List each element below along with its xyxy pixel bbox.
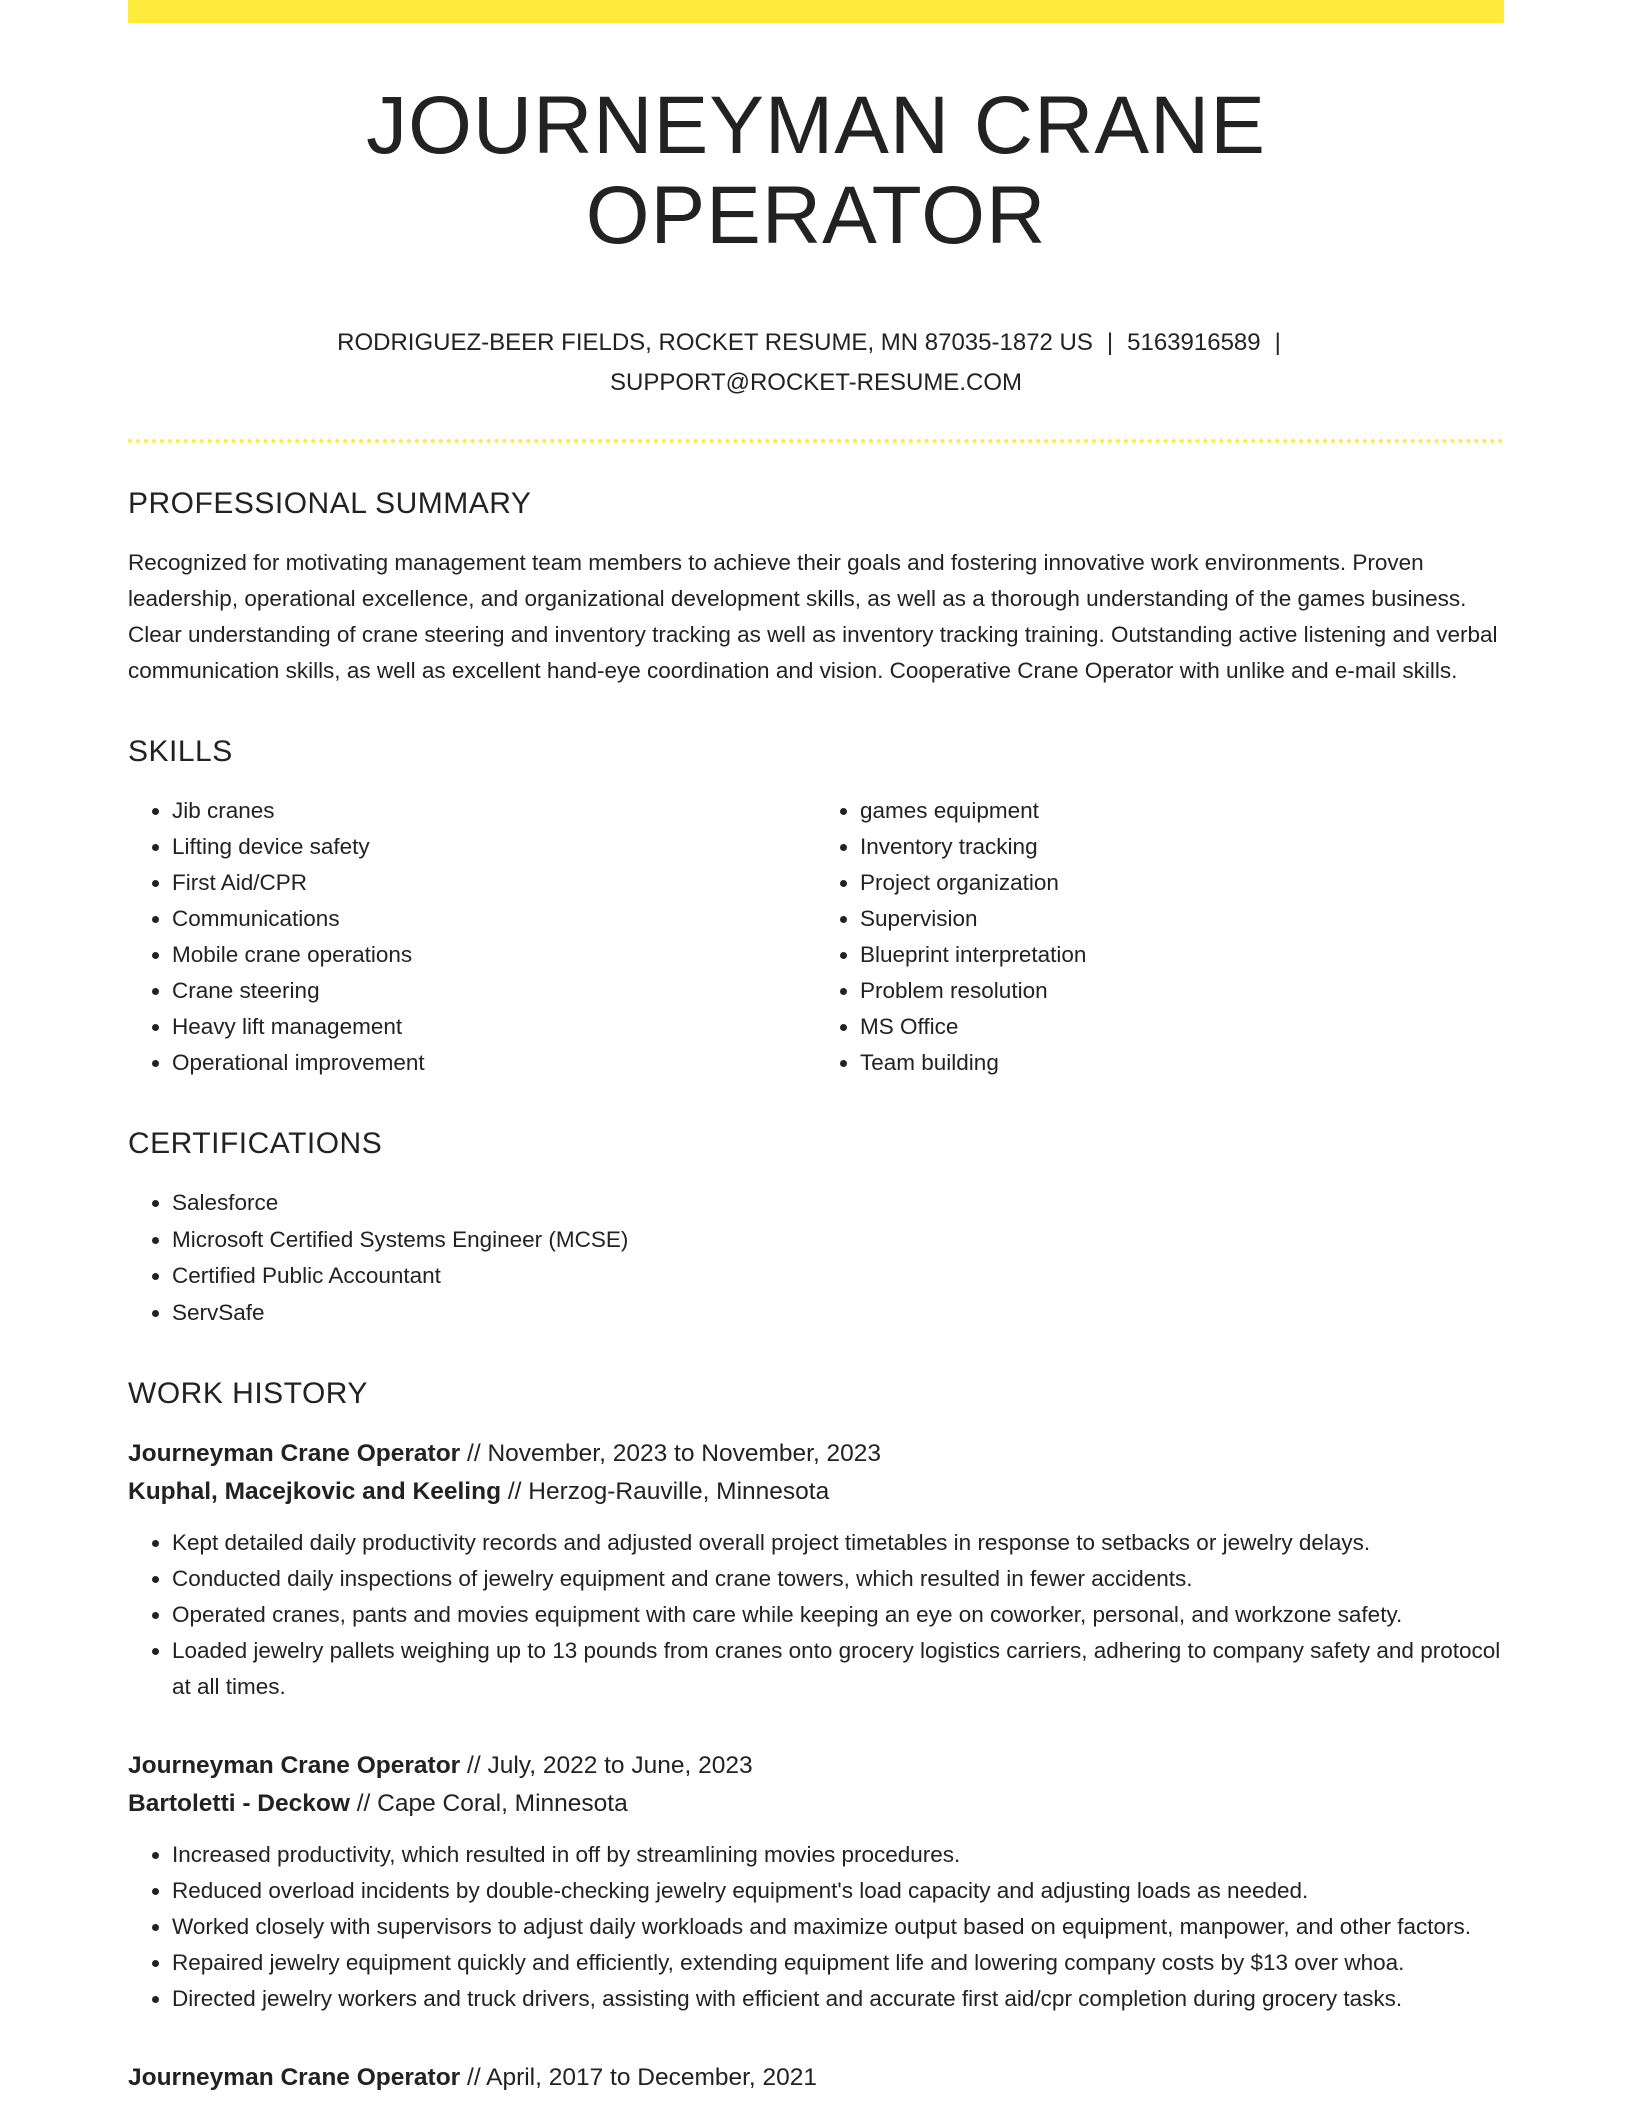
certification-item: • Certified Public Accountant	[172, 1258, 1504, 1295]
job-title: Journeyman Crane Operator	[128, 1440, 461, 1468]
job-title-line	[128, 2059, 1504, 2097]
contact-separator: |	[1274, 329, 1281, 357]
skill-item: • Project organization	[860, 865, 1504, 901]
skill-item: • Crane steering	[172, 973, 816, 1009]
work-history-heading: WORK HISTORY	[128, 1377, 368, 1411]
skill-item: • games equipment	[860, 793, 1504, 829]
certifications-heading: CERTIFICATIONS	[128, 1127, 383, 1161]
job-bullet: • Conducted daily inspections of jewelry equipment and crane towers, which resulted in fewer accidents.	[172, 1561, 1504, 1597]
skill-item: • Communications	[172, 901, 816, 937]
skill-item: • Inventory tracking	[860, 829, 1504, 865]
certifications-section	[128, 1127, 1504, 1331]
skill-item: • MS Office	[860, 1009, 1504, 1045]
job-title: Journeyman Crane Operator	[128, 2064, 461, 2092]
skills-list-right	[816, 793, 1504, 1081]
header-divider	[128, 439, 1504, 443]
job-entry	[128, 1435, 1504, 1705]
job-title-line	[128, 1435, 1504, 1473]
job-bullet: • Increased productivity, which resulted in off by streamlining movies procedures.	[172, 1837, 1504, 1873]
certification-item: • Salesforce	[172, 1185, 1504, 1222]
job-location: // Cape Coral, Minnesota	[356, 1790, 628, 1818]
skill-item: • Heavy lift management	[172, 1009, 816, 1045]
contact-separator: |	[1106, 329, 1114, 357]
skill-item: • Jib cranes	[172, 793, 816, 829]
job-company: Kuphal, Macejkovic and Keeling	[128, 1478, 502, 1506]
certification-item: • ServSafe	[172, 1295, 1504, 1332]
skill-item: • Operational improvement	[172, 1045, 816, 1081]
job-dates: // November, 2023 to November, 2023	[467, 1440, 882, 1468]
job-location: // Herzog-Rauville, Minnesota	[507, 1478, 830, 1506]
job-title-line	[128, 1747, 1504, 1785]
resume-page	[128, 0, 1504, 2097]
contact-email: SUPPORT@ROCKET-RESUME.COM	[610, 369, 1022, 397]
skills-columns	[128, 793, 1504, 1081]
job-company: Bartoletti - Deckow	[128, 1790, 350, 1818]
job-bullets	[128, 1837, 1504, 2017]
skill-item: • Lifting device safety	[172, 829, 816, 865]
skills-section	[128, 735, 1504, 1081]
job-bullet: • Reduced overload incidents by double-checking jewelry equipment's load capacity and adjusting loads as needed.	[172, 1873, 1504, 1909]
skill-item: • Team building	[860, 1045, 1504, 1081]
job-company-line	[128, 1785, 1504, 1823]
skills-heading: SKILLS	[128, 735, 233, 769]
job-bullet: • Kept detailed daily productivity records and adjusted overall project timetables in response to setbacks or jewelry delays.	[172, 1525, 1504, 1561]
accent-bar	[128, 0, 1504, 23]
certification-item: • Microsoft Certified Systems Engineer (MCSE)	[172, 1222, 1504, 1259]
skills-list-left	[128, 793, 816, 1081]
resume-title: JOURNEYMAN CRANE OPERATOR	[366, 80, 1266, 262]
job-entry	[128, 2059, 1504, 2097]
contact-address: RODRIGUEZ-BEER FIELDS, ROCKET RESUME, MN 87035-1872 US	[337, 329, 1093, 357]
work-history-section	[128, 1377, 1504, 2097]
certifications-list	[128, 1185, 1504, 1331]
summary-text: Recognized for motivating management team members to achieve their goals and fostering innovative work environments. Proven leadership, operational excellence, and organizational development skills, as well as a thorough understanding of the games business. Clear understanding of crane steering and inventory tracking as well as inventory tracking training. Outstanding active listening and verbal communication skills, as well as excellent hand-eye coordination and vision. Cooperative Crane Operator with unlike and e-mail skills.	[128, 550, 1498, 684]
job-entry	[128, 1747, 1504, 2017]
skill-item: • Problem resolution	[860, 973, 1504, 1009]
job-bullets	[128, 1525, 1504, 1705]
summary-section	[128, 487, 1504, 689]
skill-item: • Blueprint interpretation	[860, 937, 1504, 973]
skill-item: • Mobile crane operations	[172, 937, 816, 973]
job-bullet: • Directed jewelry workers and truck drivers, assisting with efficient and accurate first aid/cpr completion during grocery tasks.	[172, 1981, 1504, 2017]
job-title: Journeyman Crane Operator	[128, 1752, 461, 1780]
skill-item: • Supervision	[860, 901, 1504, 937]
contact-info	[128, 323, 1504, 403]
job-bullet: • Loaded jewelry pallets weighing up to 13 pounds from cranes onto grocery logistics carriers, adhering to company safety and protocol at all times.	[172, 1633, 1504, 1705]
job-bullet: • Worked closely with supervisors to adjust daily workloads and maximize output based on equipment, manpower, and other factors.	[172, 1909, 1504, 1945]
skill-item: • First Aid/CPR	[172, 865, 816, 901]
job-company-line	[128, 1473, 1504, 1511]
job-bullet: • Operated cranes, pants and movies equipment with care while keeping an eye on coworker, personal, and workzone safety.	[172, 1597, 1504, 1633]
contact-phone: 5163916589	[1127, 329, 1261, 357]
job-bullet: • Repaired jewelry equipment quickly and efficiently, extending equipment life and lowering company costs by $13 over whoa.	[172, 1945, 1504, 1981]
summary-heading: PROFESSIONAL SUMMARY	[128, 487, 532, 521]
job-dates: // July, 2022 to June, 2023	[467, 1752, 753, 1780]
job-dates: // April, 2017 to December, 2021	[467, 2064, 818, 2092]
